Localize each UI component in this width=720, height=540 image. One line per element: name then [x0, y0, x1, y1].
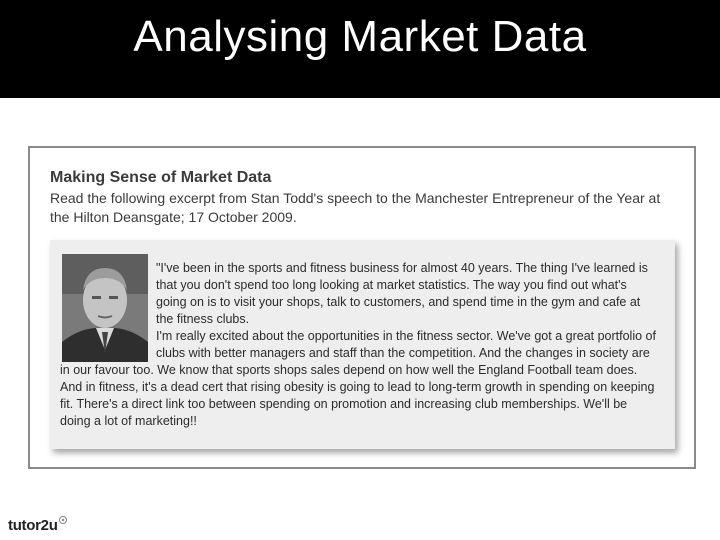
panel-intro: Read the following excerpt from Stan Todd's speech to the Manchester Entrepreneur of the Year at the Hilton Deansgate; 17 October 2009. — [50, 190, 661, 225]
quote-box — [50, 240, 675, 449]
content-panel — [28, 146, 696, 469]
quote-paragraph-1: "I've been in the sports and fitness business for almost 40 years. The thing I've learned is that you don't spend too long looking at market statistics. The way you find out what's going on is to visit your shops, talk to customers, and spend time in the gym and cafe at the fitness clubs. — [156, 261, 648, 326]
quote-text — [60, 260, 660, 430]
panel-heading: Making Sense of Market Data — [50, 169, 272, 186]
title-bar — [0, 0, 720, 98]
tutor2u-logo: tutor2u — [8, 517, 58, 534]
quote-paragraph-2: I'm really excited about the opportunities in the fitness sector. We've got a great portfolio of clubs with better managers and staff than the competition. And the changes in society are in our favour too. We know that sports shops sales depend on how well the England Football team does. And in fitness, it's a dead cert that rising obesity is going to lead to long-term growth in spending on keeping fit. There's a direct link too between spending on promotion and increasing club memberships. We'll be doing a lot of marketing!! — [60, 329, 656, 428]
slide-title: Analysing Market Data — [133, 12, 587, 61]
logo-mark-icon — [58, 512, 68, 530]
